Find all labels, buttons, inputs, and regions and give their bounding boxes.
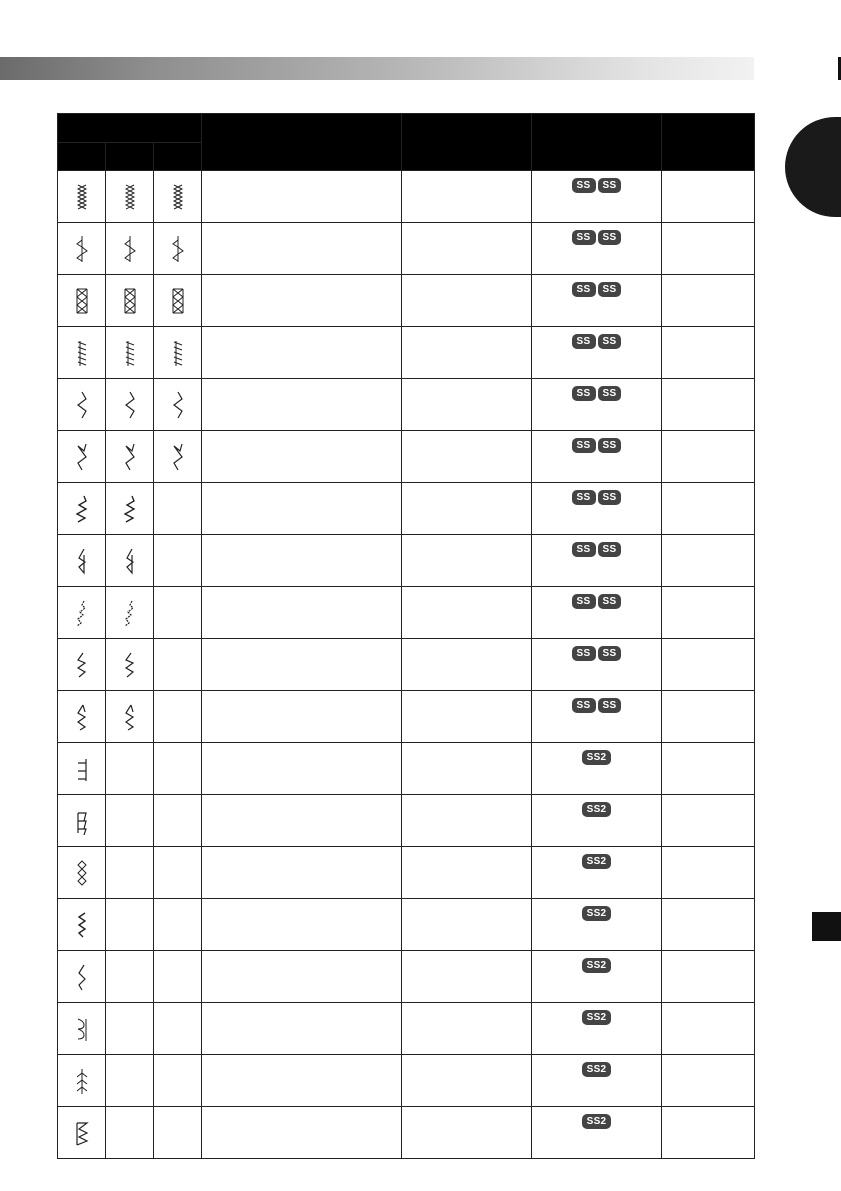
stitch-name-cell: [202, 847, 402, 899]
table-row: [58, 951, 755, 1003]
stitch-variant-cell: [58, 327, 106, 379]
stitch-variant-cell: [106, 171, 154, 223]
stitch-name-cell: [202, 951, 402, 1003]
application-cell: [402, 379, 532, 431]
extra-cell: [662, 587, 755, 639]
stitch-variant-cell: [58, 795, 106, 847]
extra-cell: [662, 639, 755, 691]
table-row: [58, 743, 755, 795]
extra-cell: [662, 327, 755, 379]
presser-foot-badge: SS2: [582, 906, 612, 921]
stitch-name-cell: [202, 795, 402, 847]
stitch-variant-cell: [154, 379, 202, 431]
application-cell: [402, 223, 532, 275]
stitch-name-cell: [202, 587, 402, 639]
stitch-name-cell: [202, 1003, 402, 1055]
presser-foot-badge: SS: [572, 178, 596, 193]
arrow-zigzag-stitch-icon: [58, 547, 105, 575]
extra-cell: [662, 223, 755, 275]
scallop-stitch-icon: [58, 1015, 105, 1043]
extra-cell: [662, 1055, 755, 1107]
table-row: [58, 691, 755, 743]
presser-foot-cell: [532, 379, 662, 431]
presser-foot-cell: [532, 639, 662, 691]
empty-variant-cell: [154, 639, 202, 691]
presser-foot-cell: [532, 795, 662, 847]
serpentine-stitch-icon: [106, 443, 153, 471]
bolt-zigzag-stitch-icon: [58, 651, 105, 679]
stitch-variant-cell: [106, 587, 154, 639]
application-cell: [402, 483, 532, 535]
stitch-variant-cell: [58, 1107, 106, 1159]
header-stitch-name: [202, 114, 402, 171]
zigzag-stitch-icon: [58, 391, 105, 419]
presser-foot-cell: [532, 1003, 662, 1055]
presser-foot-badge: SS: [598, 230, 622, 245]
stitch-variant-cell: [106, 639, 154, 691]
table-row: [58, 587, 755, 639]
empty-variant-cell: [154, 535, 202, 587]
application-cell: [402, 639, 532, 691]
table-row: [58, 847, 755, 899]
stitch-name-cell: [202, 535, 402, 587]
empty-variant-cell: [154, 795, 202, 847]
stitch-variant-cell: [58, 951, 106, 1003]
presser-foot-badge: SS: [598, 438, 622, 453]
application-cell: [402, 795, 532, 847]
blanket-zigzag-stitch-icon: [106, 495, 153, 523]
presser-foot-badge: SS: [572, 282, 596, 297]
presser-foot-badge: SS2: [582, 1010, 612, 1025]
presser-foot-badge: SS2: [582, 1114, 612, 1129]
stitch-variant-cell: [58, 1003, 106, 1055]
extra-cell: [662, 535, 755, 587]
empty-variant-cell: [154, 951, 202, 1003]
chevron-stitch-icon: [106, 339, 153, 367]
presser-foot-cell: [532, 223, 662, 275]
cross-stitch-icon: [106, 183, 153, 211]
extra-cell: [662, 1003, 755, 1055]
presser-foot-badge: SS: [572, 646, 596, 661]
presser-foot-badge: SS: [572, 334, 596, 349]
presser-foot-badge: SS: [598, 542, 622, 557]
presser-foot-badge: SS: [598, 490, 622, 505]
header-extra: [662, 114, 755, 171]
extra-cell: [662, 1107, 755, 1159]
extra-cell: [662, 691, 755, 743]
chevron-stitch-icon: [58, 339, 105, 367]
table-row: [58, 795, 755, 847]
subheader-2: [106, 143, 154, 171]
stitch-name-cell: [202, 379, 402, 431]
stitch-variant-cell: [58, 223, 106, 275]
table-row: [58, 431, 755, 483]
presser-foot-badge: SS: [572, 698, 596, 713]
presser-foot-badge: SS: [598, 282, 622, 297]
presser-foot-badge: SS: [598, 178, 622, 193]
presser-foot-cell: [532, 847, 662, 899]
fern-stitch-icon: [58, 1067, 105, 1095]
stitch-variant-cell: [58, 1055, 106, 1107]
application-cell: [402, 1003, 532, 1055]
presser-foot-cell: [532, 951, 662, 1003]
extra-cell: [662, 899, 755, 951]
stitch-variant-cell: [58, 639, 106, 691]
feather-stitch-icon: [106, 235, 153, 263]
presser-foot-cell: [532, 1055, 662, 1107]
cross-stitch-icon: [58, 183, 105, 211]
arrow-zigzag-stitch-icon: [106, 547, 153, 575]
presser-foot-badge: SS: [572, 542, 596, 557]
empty-variant-cell: [106, 899, 154, 951]
application-cell: [402, 535, 532, 587]
presser-foot-badge: SS: [572, 438, 596, 453]
empty-variant-cell: [154, 899, 202, 951]
stitch-variant-cell: [58, 483, 106, 535]
application-cell: [402, 847, 532, 899]
table-row: [58, 1003, 755, 1055]
extra-cell: [662, 171, 755, 223]
empty-variant-cell: [154, 691, 202, 743]
feather-stitch-icon: [58, 235, 105, 263]
double-chevron-stitch-icon: [58, 1119, 105, 1147]
stitch-variant-cell: [58, 275, 106, 327]
cross-stitch-icon: [154, 183, 201, 211]
presser-foot-cell: [532, 1107, 662, 1159]
presser-foot-cell: [532, 431, 662, 483]
empty-variant-cell: [106, 743, 154, 795]
bolt-zigzag-stitch-icon: [106, 651, 153, 679]
stitch-variant-cell: [106, 691, 154, 743]
extra-cell: [662, 483, 755, 535]
empty-variant-cell: [106, 1055, 154, 1107]
stitch-table-body: [58, 171, 755, 1159]
table-row: [58, 1055, 755, 1107]
extra-cell: [662, 379, 755, 431]
stitch-variant-cell: [58, 431, 106, 483]
empty-variant-cell: [154, 743, 202, 795]
empty-variant-cell: [154, 1107, 202, 1159]
empty-variant-cell: [154, 587, 202, 639]
stitch-variant-cell: [154, 327, 202, 379]
extra-cell: [662, 847, 755, 899]
empty-variant-cell: [154, 1055, 202, 1107]
table-row: [58, 535, 755, 587]
chevron-stitch-icon: [154, 339, 201, 367]
presser-foot-badge: SS2: [582, 958, 612, 973]
diamond-chain-stitch-icon: [58, 859, 105, 887]
presser-foot-badge: SS2: [582, 750, 612, 765]
stitch-name-cell: [202, 431, 402, 483]
presser-foot-cell: [532, 587, 662, 639]
application-cell: [402, 275, 532, 327]
box-cross-stitch-icon: [58, 287, 105, 315]
table-row: [58, 1107, 755, 1159]
header-presser-foot: [532, 114, 662, 171]
presser-foot-cell: [532, 171, 662, 223]
presser-foot-cell: [532, 535, 662, 587]
zigzag-stitch-icon: [154, 391, 201, 419]
presser-foot-badge: SS: [598, 698, 622, 713]
stitch-name-cell: [202, 223, 402, 275]
stitch-name-cell: [202, 327, 402, 379]
presser-foot-badge: SS2: [582, 1062, 612, 1077]
presser-foot-badge: SS: [598, 646, 622, 661]
presser-foot-badge: SS: [572, 230, 596, 245]
presser-foot-cell: [532, 899, 662, 951]
hook-zigzag-stitch-icon: [106, 703, 153, 731]
table-row: [58, 639, 755, 691]
hook-zigzag-stitch-icon: [58, 703, 105, 731]
presser-foot-badge: SS2: [582, 854, 612, 869]
application-cell: [402, 951, 532, 1003]
stitch-variant-cell: [58, 379, 106, 431]
box-cross-stitch-icon: [106, 287, 153, 315]
stitch-variant-cell: [106, 483, 154, 535]
empty-variant-cell: [106, 847, 154, 899]
ladder-stitch-icon: [58, 755, 105, 783]
extra-cell: [662, 743, 755, 795]
table-row: [58, 379, 755, 431]
presser-foot-badge: SS: [572, 594, 596, 609]
presser-foot-badge: SS: [572, 490, 596, 505]
stitch-variant-cell: [58, 743, 106, 795]
header-stitch: [58, 114, 202, 143]
table-row: [58, 327, 755, 379]
empty-variant-cell: [154, 1003, 202, 1055]
stitch-variant-cell: [58, 535, 106, 587]
empty-variant-cell: [154, 847, 202, 899]
empty-variant-cell: [106, 1107, 154, 1159]
application-cell: [402, 743, 532, 795]
stitch-variant-cell: [58, 587, 106, 639]
stitch-variant-cell: [58, 691, 106, 743]
stitch-name-cell: [202, 275, 402, 327]
extra-cell: [662, 431, 755, 483]
header-application: [402, 114, 532, 171]
stitch-variant-cell: [106, 327, 154, 379]
empty-variant-cell: [106, 1003, 154, 1055]
presser-foot-cell: [532, 483, 662, 535]
table-row: [58, 275, 755, 327]
presser-foot-cell: [532, 275, 662, 327]
stitch-variant-cell: [154, 171, 202, 223]
serpentine-stitch-icon: [154, 443, 201, 471]
presser-foot-badge: SS: [598, 386, 622, 401]
subheader-3: [154, 143, 202, 171]
application-cell: [402, 587, 532, 639]
application-cell: [402, 899, 532, 951]
presser-foot-badge: SS: [572, 386, 596, 401]
index-marker: [812, 912, 841, 941]
application-cell: [402, 431, 532, 483]
stitch-variant-cell: [106, 431, 154, 483]
application-cell: [402, 327, 532, 379]
wave-zigzag-stitch-icon: [58, 911, 105, 939]
stitch-variant-cell: [106, 379, 154, 431]
stitch-variant-cell: [106, 223, 154, 275]
presser-foot-cell: [532, 327, 662, 379]
presser-foot-badge: SS: [598, 334, 622, 349]
application-cell: [402, 1107, 532, 1159]
stitch-variant-cell: [106, 275, 154, 327]
stitch-table: [57, 113, 755, 1159]
stitch-name-cell: [202, 743, 402, 795]
presser-foot-badge: SS2: [582, 802, 612, 817]
presser-foot-cell: [532, 743, 662, 795]
table-row: [58, 483, 755, 535]
extra-cell: [662, 275, 755, 327]
chapter-tab: [785, 117, 841, 217]
star-zigzag-stitch-icon: [106, 599, 153, 627]
stitch-name-cell: [202, 483, 402, 535]
section-header-bar: [0, 57, 754, 80]
single-zigzag-stitch-icon: [58, 963, 105, 991]
empty-variant-cell: [154, 483, 202, 535]
extra-cell: [662, 795, 755, 847]
table-row: [58, 223, 755, 275]
stitch-variant-cell: [154, 223, 202, 275]
serpentine-stitch-icon: [58, 443, 105, 471]
table-row: [58, 171, 755, 223]
extra-cell: [662, 951, 755, 1003]
stitch-variant-cell: [106, 535, 154, 587]
star-zigzag-stitch-icon: [58, 599, 105, 627]
application-cell: [402, 171, 532, 223]
stitch-variant-cell: [58, 899, 106, 951]
stitch-variant-cell: [154, 275, 202, 327]
empty-variant-cell: [106, 795, 154, 847]
subheader-1: [58, 143, 106, 171]
application-cell: [402, 691, 532, 743]
table-row: [58, 899, 755, 951]
feather-stitch-icon: [154, 235, 201, 263]
zigzag-stitch-icon: [106, 391, 153, 419]
box-cross-stitch-icon: [154, 287, 201, 315]
stitch-variant-cell: [58, 171, 106, 223]
stitch-name-cell: [202, 171, 402, 223]
empty-variant-cell: [106, 951, 154, 1003]
presser-foot-cell: [532, 691, 662, 743]
stitch-name-cell: [202, 639, 402, 691]
application-cell: [402, 1055, 532, 1107]
presser-foot-badge: SS: [598, 594, 622, 609]
slant-ladder-stitch-icon: [58, 807, 105, 835]
stitch-name-cell: [202, 1107, 402, 1159]
blanket-zigzag-stitch-icon: [58, 495, 105, 523]
stitch-variant-cell: [58, 847, 106, 899]
stitch-name-cell: [202, 899, 402, 951]
stitch-variant-cell: [154, 431, 202, 483]
stitch-name-cell: [202, 1055, 402, 1107]
stitch-name-cell: [202, 691, 402, 743]
